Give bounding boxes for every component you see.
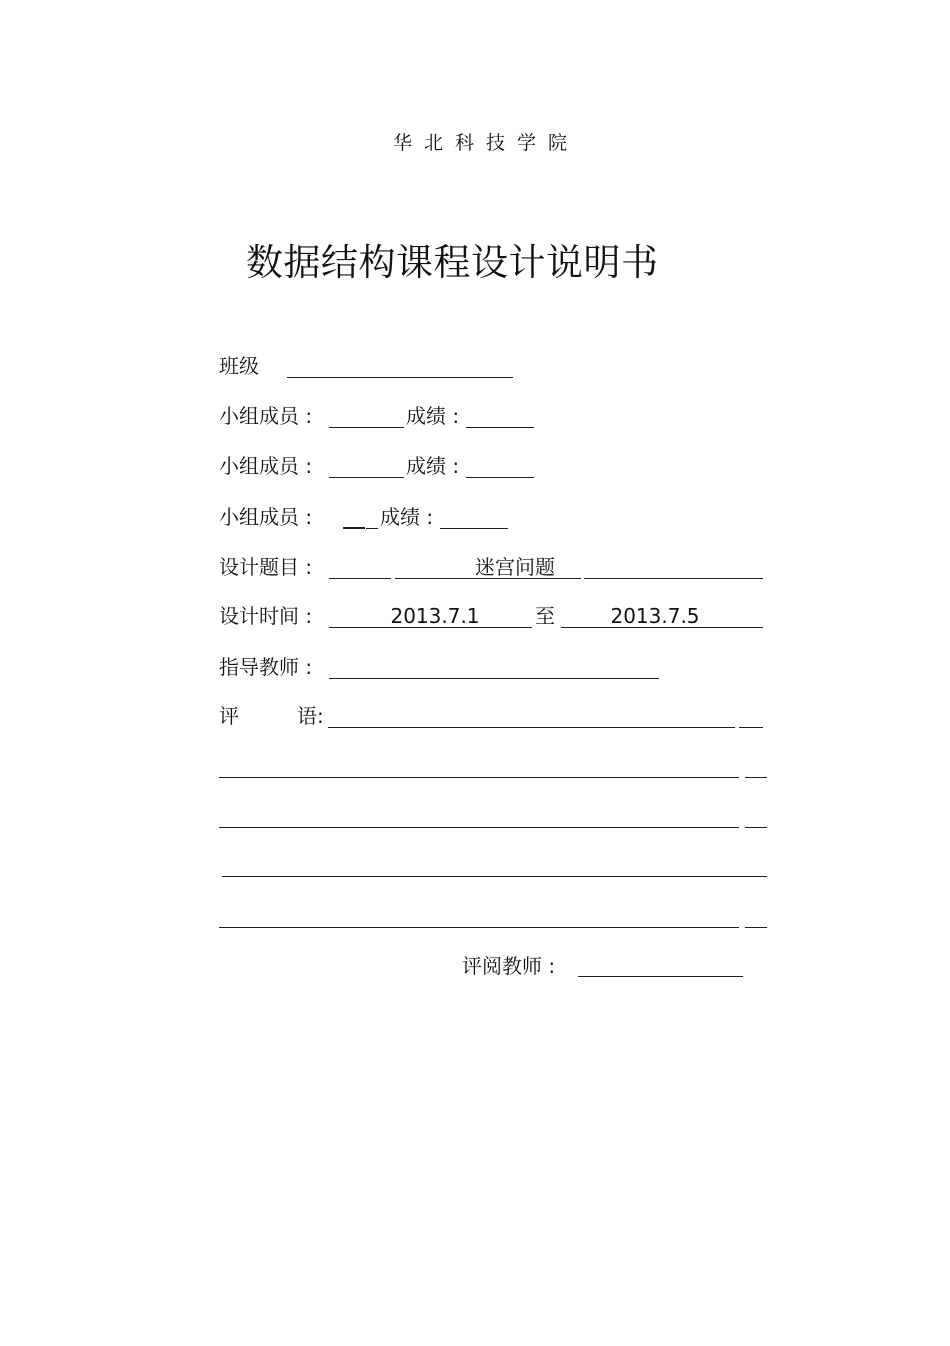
comment-label-part-2: 语: <box>297 704 324 728</box>
comment-line-4[interactable] <box>222 876 767 877</box>
member-1-score-line[interactable] <box>466 427 534 428</box>
topic-label: 设计题目 : <box>219 555 313 579</box>
reviewer-field-line[interactable] <box>578 976 743 977</box>
member-1-score-label: 成绩 : <box>406 404 460 428</box>
comment-line-1-tail <box>739 727 763 728</box>
member-3-field-line[interactable] <box>343 527 365 529</box>
comment-line-5[interactable] <box>219 927 739 928</box>
member-3-field-line-tail <box>366 528 378 529</box>
time-label: 设计时间 : <box>219 604 313 628</box>
member-3-score-label: 成绩 : <box>380 505 434 529</box>
topic-line-c <box>584 578 763 579</box>
school-name: 华北科技学院 <box>392 132 579 154</box>
member-3-label: 小组成员 : <box>219 505 313 529</box>
comment-line-1[interactable] <box>328 727 735 728</box>
comment-line-2[interactable] <box>219 777 739 778</box>
document-title: 数据结构课程设计说明书 <box>246 241 659 284</box>
class-field-line[interactable] <box>287 377 513 378</box>
comment-line-5-tail <box>745 927 767 928</box>
member-2-score-label: 成绩 : <box>406 454 460 478</box>
member-2-score-line[interactable] <box>466 477 534 478</box>
reviewer-label: 评阅教师 : <box>462 954 556 978</box>
comment-label-part-1: 评 <box>219 704 239 728</box>
member-3-score-line[interactable] <box>440 528 508 529</box>
member-2-field-line[interactable] <box>329 477 404 478</box>
member-2-label: 小组成员 : <box>219 454 313 478</box>
comment-line-3[interactable] <box>219 827 739 828</box>
member-1-field-line[interactable] <box>329 427 404 428</box>
comment-line-3-tail <box>745 827 767 828</box>
class-label: 班级 <box>219 354 259 378</box>
topic-line-a <box>329 578 391 579</box>
topic-value: 迷宫问题 <box>475 555 555 579</box>
time-end-value: 2013.7.5 <box>610 604 700 628</box>
advisor-field-line[interactable] <box>329 678 659 679</box>
time-to-label: 至 <box>535 604 555 628</box>
comment-line-2-tail <box>745 777 767 778</box>
member-1-label: 小组成员 : <box>219 404 313 428</box>
time-start-value: 2013.7.1 <box>390 604 480 628</box>
advisor-label: 指导教师 : <box>219 655 313 679</box>
